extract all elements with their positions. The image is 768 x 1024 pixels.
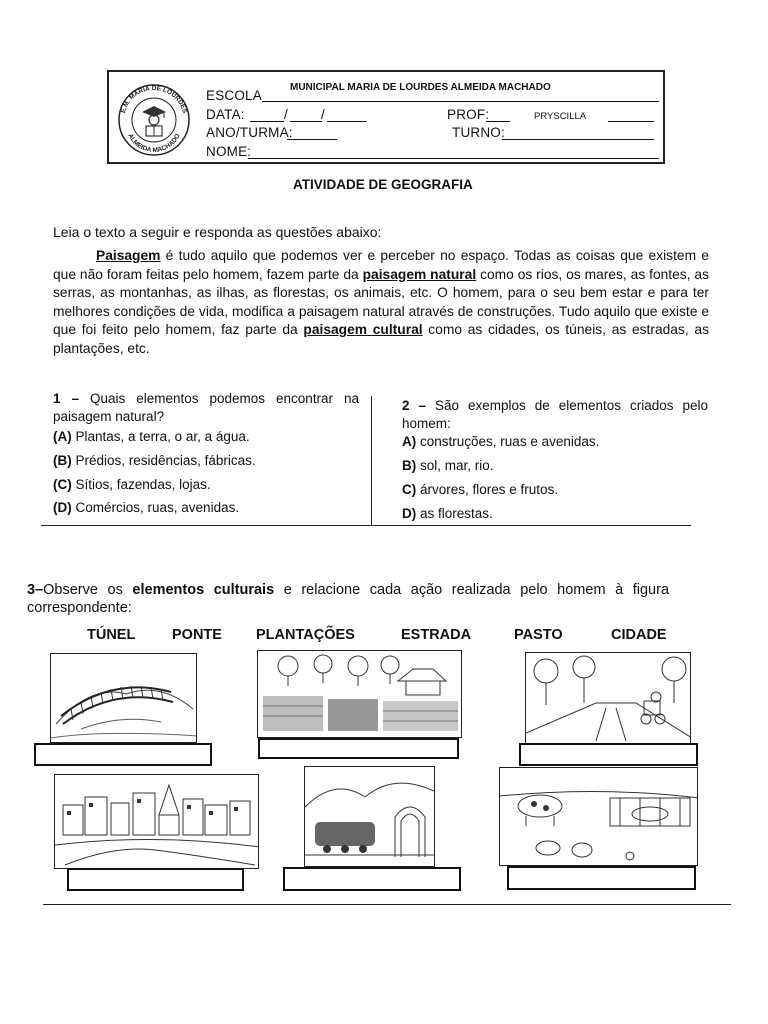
data-month-line (290, 121, 322, 122)
question-3-text-2: e relacione cada ação realizada pelo homem à figura correspondente: (27, 582, 670, 616)
escola-value: MUNICIPAL MARIA DE LOURDES ALMEIDA MACHADO (290, 82, 551, 93)
data-day-line (250, 121, 284, 122)
answer-box-city[interactable] (67, 868, 244, 891)
city-picture (54, 774, 259, 869)
word-cidade: CIDADE (611, 627, 667, 643)
word-pasto: PASTO (514, 627, 563, 643)
q1-option-a-text: Plantas, a terra, o ar, a água. (75, 429, 250, 444)
q1-option-b[interactable] (53, 453, 256, 468)
q2-option-d-text: as florestas. (420, 506, 493, 521)
question-1-number: 1 – (53, 391, 79, 406)
prof-line-2 (608, 121, 654, 122)
q1-option-d[interactable] (53, 500, 239, 515)
q2-option-c-letter: C) (402, 482, 417, 497)
reading-paragraph (53, 247, 709, 358)
word-tunel: TÚNEL (87, 627, 136, 643)
question-2-number: 2 – (402, 398, 426, 413)
pasture-picture (499, 767, 698, 866)
q2-option-b-text: sol, mar, rio. (420, 458, 494, 473)
bottom-rule (43, 904, 731, 905)
q2-option-d[interactable] (402, 506, 493, 521)
q1-option-a-letter: (A) (53, 429, 72, 444)
question-2-text: São exemplos de elementos criados pelo homem: (402, 398, 708, 431)
question-3-text-1: Observe os (43, 582, 133, 598)
question-divider (371, 396, 372, 525)
q1-option-c[interactable] (53, 477, 211, 492)
answer-box-road[interactable] (519, 743, 698, 766)
ano-turma-line (287, 139, 337, 140)
q1-option-d-text: Comércios, ruas, avenidas. (75, 500, 240, 515)
q2-option-b[interactable] (402, 458, 494, 473)
turno-label: TURNO: (452, 125, 505, 140)
q2-option-a-letter: A) (402, 434, 417, 449)
q1-option-b-letter: (B) (53, 453, 72, 468)
answer-box-tunnel[interactable] (283, 867, 461, 891)
plantation-picture (257, 650, 462, 738)
nome-line (248, 158, 659, 159)
nome-label: NOME: (206, 144, 252, 159)
keyword-paisagem: Paisagem (96, 248, 161, 263)
q2-option-d-letter: D) (402, 506, 417, 521)
answer-box-pasture[interactable] (507, 866, 696, 890)
question-3-bold: elementos culturais (132, 582, 275, 598)
data-slash-2: / (321, 107, 325, 122)
word-plantacoes: PLANTAÇÕES (256, 627, 355, 643)
q1-option-c-text: Sítios, fazendas, lojas. (75, 477, 211, 492)
prof-value: PRYSCILLA (534, 111, 587, 122)
question-3 (27, 581, 669, 617)
q2-option-a-text: construções, ruas e avenidas. (420, 434, 600, 449)
data-label: DATA: (206, 107, 245, 122)
q1-option-d-letter: (D) (53, 500, 72, 515)
question-1 (53, 390, 359, 426)
q1-option-b-text: Prédios, residências, fábricas. (75, 453, 256, 468)
q2-option-a[interactable] (402, 434, 599, 449)
q2-option-c-text: árvores, flores e frutos. (420, 482, 559, 497)
ano-turma-label: ANO/TURMA: (206, 125, 293, 140)
data-slash-1: / (284, 107, 288, 122)
logo-text-top: E.M. MARIA DE LOURDES (119, 84, 189, 114)
turno-line (502, 139, 654, 140)
keyword-paisagem-cultural: paisagem cultural (303, 322, 423, 337)
q2-option-c[interactable] (402, 482, 558, 497)
tunnel-picture (304, 766, 435, 867)
word-ponte: PONTE (172, 627, 222, 643)
q1-option-c-letter: (C) (53, 477, 72, 492)
logo-text-bottom: ALMEIDA MACHADO (126, 132, 182, 155)
school-logo (110, 82, 200, 158)
bridge-picture (50, 653, 197, 743)
instruction: Leia o texto a seguir e responda as questões abaixo: (53, 224, 382, 240)
answer-box-plantation[interactable] (258, 738, 459, 759)
question-1-text: Quais elementos podemos encontrar na paisagem natural? (53, 391, 359, 424)
data-year-line (327, 121, 367, 122)
question-2 (402, 397, 708, 433)
question-3-number: 3– (27, 582, 44, 598)
question-bottom-rule (41, 525, 691, 526)
q2-option-b-letter: B) (402, 458, 417, 473)
paragraph-part-3: como as cidades, os túneis, as estradas, as plantações, etc. (53, 322, 709, 356)
page-title: ATIVIDADE DE GEOGRAFIA (293, 177, 473, 192)
keyword-paisagem-natural: paisagem natural (362, 266, 477, 282)
paragraph-part-1: é tudo aquilo que podemos ver e perceber no espaço. Todas as coisas que existem e que não foram feitas pelo homem, fazem parte da (53, 248, 709, 282)
escola-label: ESCOLA (206, 88, 262, 103)
answer-box-bridge[interactable] (34, 743, 212, 766)
word-estrada: ESTRADA (401, 627, 472, 643)
prof-line-1 (486, 121, 510, 122)
escola-line (262, 101, 659, 102)
road-picture (525, 652, 691, 744)
paragraph-part-2: como os rios, os mares, as fontes, as serras, as montanhas, as ilhas, as florestas, os animais, etc. O homem, para o seu bem estar e para ter melhores condições de vida, modifica a paisagem natural através de construções. Tudo aquilo que existe e que foi feito pelo homem, faz parte da (53, 266, 709, 337)
prof-label: PROF: (447, 107, 490, 122)
q1-option-a[interactable] (53, 429, 250, 444)
